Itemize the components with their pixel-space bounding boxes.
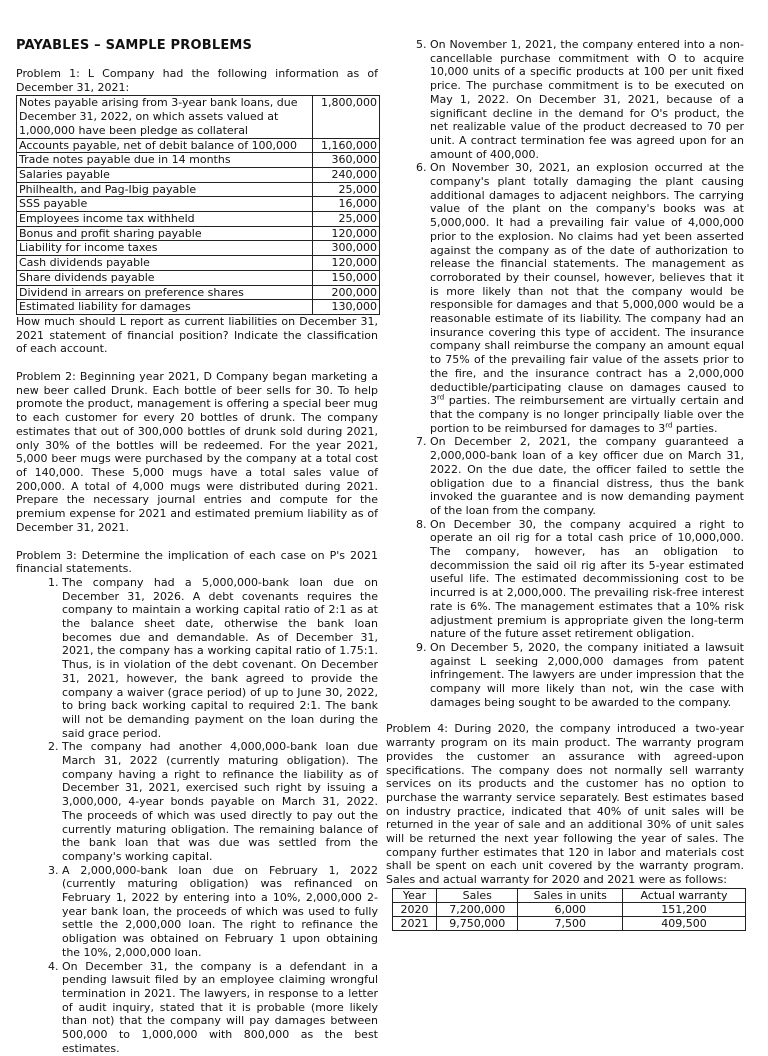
account-label: Accounts payable, net of debit balance of 100,000 — [17, 138, 313, 153]
account-amount: 120,000 — [313, 256, 380, 271]
page-title: PAYABLES – SAMPLE PROBLEMS — [16, 38, 253, 53]
table-row — [17, 226, 380, 241]
table-row — [17, 285, 380, 300]
table-row — [17, 167, 380, 182]
account-label: Notes payable arising from 3-year bank loans, due December 31, 2022, on which assets valued at 1,000,000 have been pledge as collateral — [17, 96, 313, 138]
account-label: SSS payable — [17, 197, 313, 212]
warranty-table — [392, 888, 746, 931]
account-label: Employees income tax withheld — [17, 212, 313, 227]
account-amount: 360,000 — [313, 153, 380, 168]
table-row — [17, 153, 380, 168]
table-row — [17, 182, 380, 197]
case-item: 7. On December 2, 2021, the company guaranteed a 2,000,000-bank loan of a key officer due on March 31, 2022. On the due date, the officer failed to settle the obligation due to a financial distress, thus the bank invoked the guarantee and is now demanding payment of the loan from the company. — [430, 435, 744, 517]
case-item: 1. The company had a 5,000,000-bank loan due on December 31, 2026. A debt covenants requires the company to maintain a working capital ratio of 2:1 as at the balance sheet date, otherwise the bank loan becomes due and demandable. As of December 31, 2021, the company has a working capital ratio of 1.75:1. Thus, is in violation of the debt covenant. On December 31, 2021, however, the bank agreed to provide the company a waiver (grace period) of up to June 30, 2022, to bring back working capital to required 2:1. The bank will not be demanding payment on the loan during the said grace period. — [62, 576, 378, 740]
account-amount: 300,000 — [313, 241, 380, 256]
table-row — [17, 256, 380, 271]
table-row — [393, 902, 746, 916]
warranty-cell: 409,500 — [623, 916, 746, 930]
account-amount: 25,000 — [313, 212, 380, 227]
account-label: Trade notes payable due in 14 months — [17, 153, 313, 168]
warranty-header: Sales in units — [518, 888, 623, 902]
problem3-intro: Problem 3: Determine the implication of each case on P's 2021 financial statements. — [16, 548, 378, 576]
account-amount: 16,000 — [313, 197, 380, 212]
account-label: Cash dividends payable — [17, 256, 313, 271]
account-label: Salaries payable — [17, 167, 313, 182]
warranty-cell: 9,750,000 — [437, 916, 518, 930]
case-item: 4. On December 31, the company is a defendant in a pending lawsuit filed by an employee claiming wrongful termination in 2021. The lawyers, in response to a letter of audit inquiry, stated that it is probable (more likely than not) that the company will pay damages between 500,000 to 1,000,000 with 800,000 as the best estimates. — [62, 960, 378, 1056]
problem4-text: Problem 4: During 2020, the company introduced a two-year warranty program on its main product. The warranty program provides the customer an assurance with agreed-upon specifications. The company does not normally sell warranty services on its products and the customer has no option to purchase the warranty service separately. Best estimates based on industry practice, indicated that 40% of unit sales will be returned in the year of sale and an additional 30% of unit sales will be returned the next year following the year of sales. The company further estimates that 120 in labor and materials cost shall be spent on each unit covered by the warranty program. Sales and actual warranty for 2020 and 2021 were as follows: — [386, 722, 744, 887]
left-column — [16, 38, 378, 1056]
problem1-intro: Problem 1: L Company had the following information as of December 31, 2021: — [16, 67, 378, 94]
problem1-question: How much should L report as current liabilities on December 31, 2021 statement of financial position? Indicate the classification of each account. — [16, 314, 378, 356]
account-label: Estimated liability for damages — [17, 300, 313, 315]
account-label: Philhealth, and Pag-Ibig payable — [17, 182, 313, 197]
case-item: 2. The company had another 4,000,000-bank loan due March 31, 2022 (currently maturing obligation). The company having a right to refinance the liability as of December 31, 2021, exercised such right by issuing a 3,000,000, 4-year bonds payable on March 31, 2022. The proceeds of which was used directly to pay out the currently maturing obligation. The remaining balance of the bank loan that was due was settled from the company's working capital. — [62, 740, 378, 863]
account-label: Share dividends payable — [17, 270, 313, 285]
right-column — [386, 38, 744, 931]
account-amount: 130,000 — [313, 300, 380, 315]
warranty-cell: 151,200 — [623, 902, 746, 916]
problem1-table — [16, 95, 380, 315]
account-amount: 200,000 — [313, 285, 380, 300]
table-row — [17, 300, 380, 315]
account-amount: 1,160,000 — [313, 138, 380, 153]
case-item: 6. On November 30, 2021, an explosion occurred at the company's plant totally damaging the plant causing additional damages to adjacent neighbors. The carrying value of the plant on the company's books was at 5,000,000. It had a prevailing fair value of 4,000,000 prior to the explosion. No claims had yet been asserted against the company as of the date of authorization to release the financial statements. The management as corroborated by their counsel, however, believes that it is more likely than not that the company would be responsible for damages and that 5,000,000 would be a reasonable estimate of its liability. The company had an insurance covering this type of accident. The insurance company shall reimburse the company an amount equal to 75% of the prevailing fair value of the assets prior to the fire, and the insurance contract has a 2,000,000 deductible/participating clause on damages caused to 3rd parties. The reimbursement are virtually certain and that the company is no longer principally liable over the portion to be reimbursed for damages to 3rd parties. — [430, 161, 744, 435]
warranty-header: Actual warranty — [623, 888, 746, 902]
table-row — [17, 270, 380, 285]
warranty-cell: 7,200,000 — [437, 902, 518, 916]
case-item: 8. On December 30, the company acquired a right to operate an oil rig for a total cash price of 10,000,000. The company, however, has an obligation to decommission the said oil rig after its 5-year estimated useful life. The estimated decommissioning cost to be incurred is at 2,000,000. The prevailing risk-free interest rate is 6%. The management estimates that a 10% risk adjustment premium is appropriate given the long-term nature of the future asset retirement obligation. — [430, 518, 744, 641]
account-label: Liability for income taxes — [17, 241, 313, 256]
account-label: Bonus and profit sharing payable — [17, 226, 313, 241]
problem3-cases-right — [386, 38, 744, 709]
account-label: Dividend in arrears on preference shares — [17, 285, 313, 300]
table-row — [17, 138, 380, 153]
warranty-cell: 7,500 — [518, 916, 623, 930]
case-item: 9. On December 5, 2020, the company initiated a lawsuit against L seeking 2,000,000 damages from patent infringement. The lawyers are under impression that the company will more likely than not, win the case with damages being sought to be awarded to the company. — [430, 641, 744, 710]
warranty-cell: 2021 — [393, 916, 437, 930]
account-amount: 1,800,000 — [313, 96, 380, 138]
account-amount: 150,000 — [313, 270, 380, 285]
case-item: 5. On November 1, 2021, the company entered into a non-cancellable purchase commitment with O to acquire 10,000 units of a specific products at 100 per unit fixed price. The purchase commitment is to be executed on May 1, 2022. On December 31, 2021, because of a significant decline in the demand for O's product, the net realizable value of the product decreased to 70 per unit. A contract termination fee was agreed upon for an amount of 400,000. — [430, 38, 744, 161]
problem2-text: Problem 2: Beginning year 2021, D Company began marketing a new beer called Drunk. Each bottle of beer sells for 30. To help promote the product, management is offering a special beer mug to each customer for every 20 bottles of drunk. The company estimates that out of 300,000 bottles of drunk sold during 2021, only 30% of the bottles will be redeemed. For the year 2021, 5,000 beer mugs were purchased by the company at a total cost of 140,000. These 5,000 mugs have a total sales value of 200,000. A total of 4,000 mugs were distributed during 2021. Prepare the necessary journal entries and compute for the premium expense for 2021 and estimated premium liability as of December 31, 2021. — [16, 370, 378, 534]
table-row — [17, 212, 380, 227]
warranty-header: Sales — [437, 888, 518, 902]
warranty-cell: 6,000 — [518, 902, 623, 916]
table-row — [17, 96, 380, 138]
warranty-cell: 2020 — [393, 902, 437, 916]
table-row — [17, 241, 380, 256]
table-row — [393, 916, 746, 930]
account-amount: 120,000 — [313, 226, 380, 241]
account-amount: 25,000 — [313, 182, 380, 197]
case-item: 3. A 2,000,000-bank loan due on February 1, 2022 (currently maturing obligation) was refinanced on February 1, 2022 by entering into a 10%, 2,000,000 2-year bank loan, the proceeds of which was used to fully settle the 2,000,000 loan. The right to refinance the obligation was obtained on February 1 upon obtaining the 10%, 2,000,000 loan. — [62, 864, 378, 960]
warranty-header: Year — [393, 888, 437, 902]
table-row — [17, 197, 380, 212]
problem3-cases-left — [16, 576, 378, 1056]
account-amount: 240,000 — [313, 167, 380, 182]
